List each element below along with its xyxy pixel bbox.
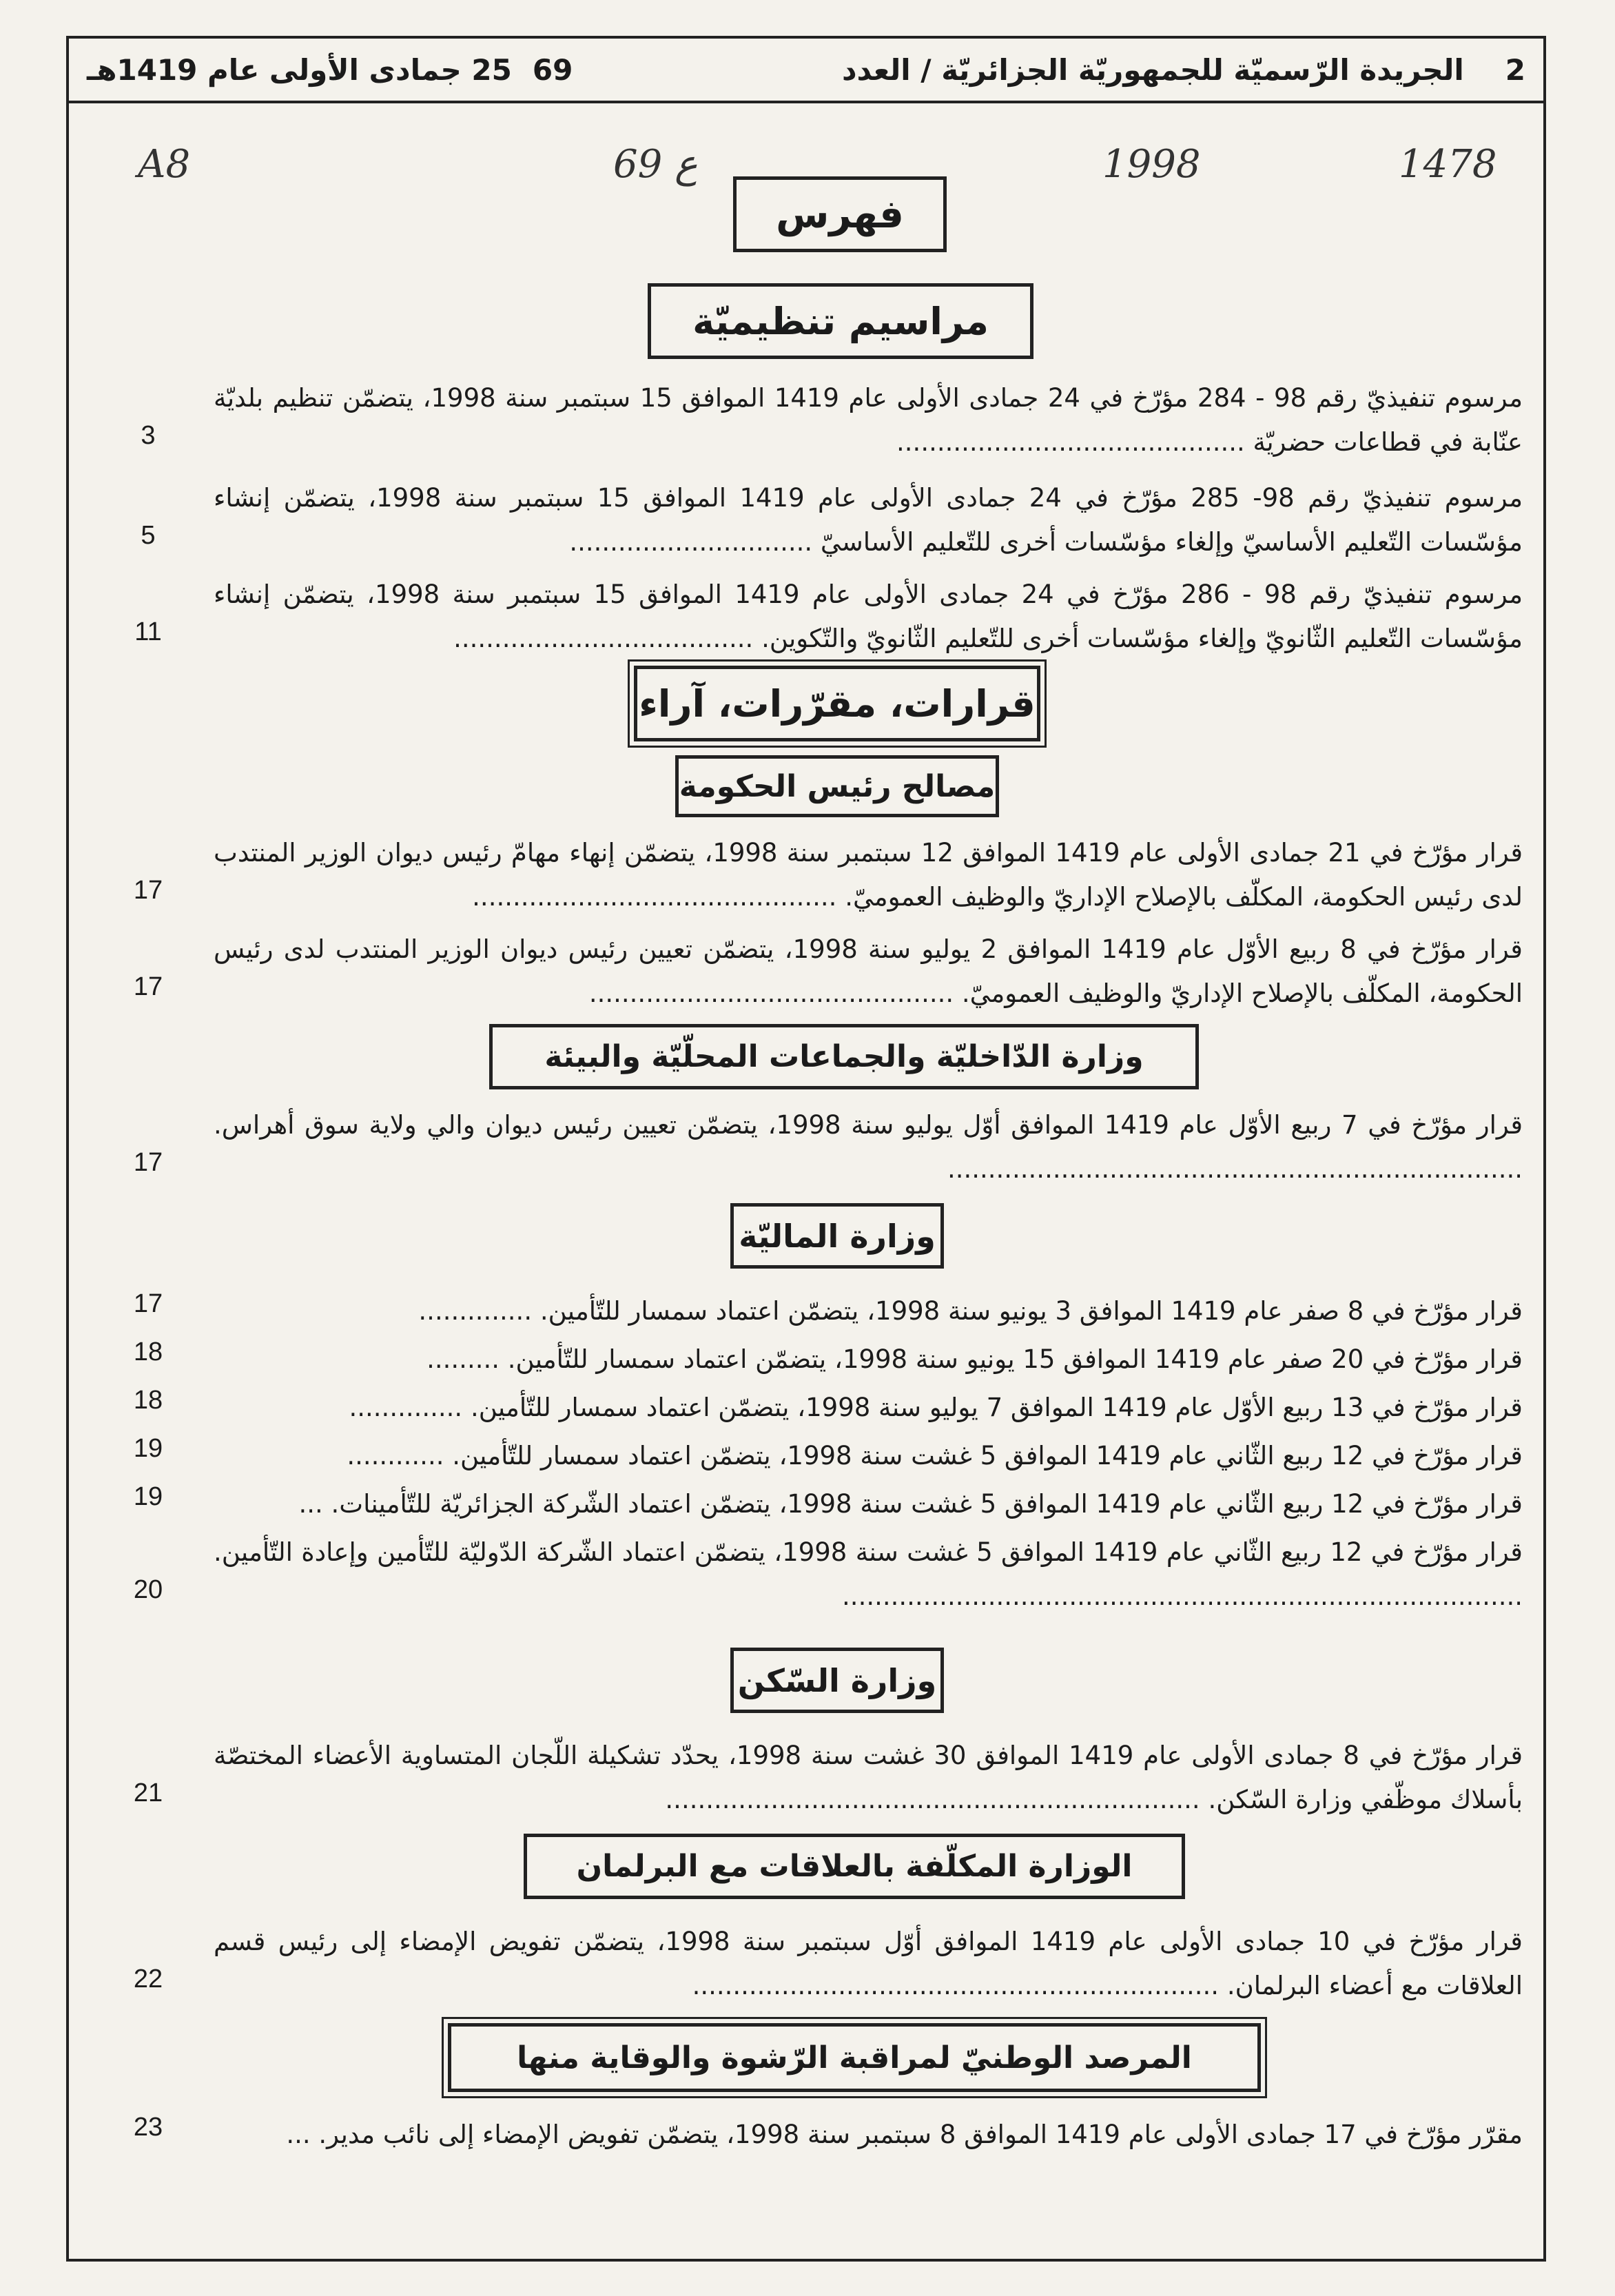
page-ref: 5 (141, 521, 156, 550)
section-observatory: المرصد الوطنيّ لمراقبة الرّشوة والوقاية منها (448, 2023, 1261, 2092)
page-ref: 11 (134, 617, 162, 646)
entry-parliament-1: قرار مؤرّخ في 10 جمادى الأولى عام 1419 الموافق أوّل سبتمبر سنة 1998، يتضمّن تفويض الإمضاء إلى رئيس قسم العلاقات مع أعضاء البرلمان. ................................................................. (214, 1927, 1523, 2000)
entry-finance-3: قرار مؤرّخ في 13 ربيع الأوّل عام 1419 الموافق 7 يوليو سنة 1998، يتضمّن اعتماد سمسار للتّأمين. .............. (349, 1393, 1523, 1422)
page-ref: 18 (133, 1386, 163, 1415)
index-title: فهرس (733, 176, 947, 252)
entry-interior-1: قرار مؤرّخ في 7 ربيع الأوّل عام 1419 الموافق أوّل يوليو سنة 1998، يتضمّن تعيين رئيس ديوان والي ولاية سوق أهراس. ....................................................................... (214, 1110, 1523, 1184)
handwritten-year: 1998 (1102, 142, 1201, 187)
page-ref: 23 (133, 2113, 163, 2142)
section-housing: وزارة السّكن (730, 1648, 944, 1713)
journal-title: الجريدة الرّسميّة للجمهوريّة الجزائريّة / العدد (841, 52, 1464, 87)
entry-finance-6: قرار مؤرّخ في 12 ربيع الثّاني عام 1419 الموافق 5 غشت سنة 1998، يتضمّن اعتماد الشّركة الدّوليّة للتّأمين وإعادة التّأمين. .................................................................................... (214, 1537, 1523, 1611)
entry-finance-5: قرار مؤرّخ في 12 ربيع الثّاني عام 1419 الموافق 5 غشت سنة 1998، يتضمّن اعتماد الشّركة الجزائريّة للتّأمينات. ... (298, 1489, 1523, 1519)
page-ref: 22 (133, 1965, 163, 1993)
page-header (69, 39, 1543, 103)
entry-finance-2: قرار مؤرّخ في 20 صفر عام 1419 الموافق 15 يونيو سنة 1998، يتضمّن اعتماد سمسار للتّأمين. ......... (426, 1344, 1523, 1374)
section-parliament: الوزارة المكلّفة بالعلاقات مع البرلمان (524, 1834, 1185, 1899)
section-interior: وزارة الدّاخليّة والجماعات المحلّيّة والبيئة (489, 1024, 1199, 1089)
section-finance: وزارة الماليّة (730, 1203, 944, 1269)
handwritten-code: A8 (138, 142, 191, 187)
entry-decree-284: مرسوم تنفيذيّ رقم 98 - 284 مؤرّخ في 24 جمادى الأولى عام 1419 الموافق 15 سبتمبر سنة 1998، يتضمّن تنظيم بلديّة عنّابة في قطاعات حضريّة ........................................... (214, 383, 1523, 457)
entry-finance-1: قرار مؤرّخ في 8 صفر عام 1419 الموافق 3 يونيو سنة 1998، يتضمّن اعتماد سمسار للتّأمين. .............. (418, 1296, 1523, 1326)
entry-decree-285: مرسوم تنفيذيّ رقم 98- 285 مؤرّخ في 24 جمادى الأولى عام 1419 الموافق 15 سبتمبر سنة 1998، يتضمّن إنشاء مؤسّسات التّعليم الأساسيّ وإلغاء مؤسّسات أخرى للتّعليم الأساسيّ .............................. (214, 483, 1523, 557)
page-number: 2 (1505, 52, 1525, 87)
page-ref: 19 (133, 1434, 163, 1463)
page-ref: 21 (133, 1779, 163, 1807)
section-regulatory-decrees: مراسيم تنظيميّة (648, 283, 1033, 359)
page-ref: 17 (133, 876, 163, 905)
handwritten-issue: 69 ع (613, 142, 698, 187)
page-ref: 17 (133, 1289, 163, 1318)
page-ref: 20 (133, 1575, 163, 1604)
page-ref: 17 (133, 972, 163, 1001)
entry-decree-286: مرسوم تنفيذيّ رقم 98 - 286 مؤرّخ في 24 جمادى الأولى عام 1419 الموافق 15 سبتمبر سنة 1998، يتضمّن إنشاء مؤسّسات التّعليم الثّانويّ وإلغاء مؤسّسات أخرى للتّعليم الثّانويّ والتّكوين. ..................................... (214, 580, 1523, 653)
page-frame (66, 36, 1546, 2262)
entry-decision-1: قرار مؤرّخ في 21 جمادى الأولى عام 1419 الموافق 12 سبتمبر سنة 1998، يتضمّن إنهاء مهامّ رئيس ديوان الوزير المنتدب لدى رئيس الحكومة، المكلّف بالإصلاح الإداريّ والوظيف العموميّ. ............................................. (214, 838, 1523, 912)
entry-housing-1: قرار مؤرّخ في 8 جمادى الأولى عام 1419 الموافق 30 غشت سنة 1998، يحدّد تشكيلة اللّجان المتساوية الأعضاء المختصّة بأسلاك موظّفي وزارة السّكن. .................................................................. (214, 1741, 1523, 1814)
entry-observatory-1: مقرّر مؤرّخ في 17 جمادى الأولى عام 1419 الموافق 8 سبتمبر سنة 1998، يتضمّن تفويض الإمضاء إلى نائب مدير. ... (286, 2120, 1523, 2149)
handwritten-number: 1478 (1399, 142, 1497, 187)
section-decisions: قرارات، مقرّرات، آراء (634, 666, 1040, 741)
hijri-date: 25 جمادى الأولى عام 1419هـ (87, 52, 512, 87)
entry-decision-2: قرار مؤرّخ في 8 ربيع الأوّل عام 1419 الموافق 2 يوليو سنة 1998، يتضمّن تعيين رئيس ديوان الوزير المنتدب لدى رئيس الحكومة، المكلّف بالإصلاح الإداريّ والوظيف العموميّ. ............................................. (214, 934, 1523, 1008)
page-ref: 17 (133, 1148, 163, 1177)
issue-number: 69 (532, 52, 573, 87)
page-ref: 3 (141, 421, 156, 450)
page-ref: 19 (133, 1482, 163, 1511)
section-gov-head: مصالح رئيس الحكومة (675, 755, 999, 817)
entry-finance-4: قرار مؤرّخ في 12 ربيع الثّاني عام 1419 الموافق 5 غشت سنة 1998، يتضمّن اعتماد سمسار للتّأمين. ............ (347, 1441, 1523, 1470)
page-ref: 18 (133, 1337, 163, 1366)
